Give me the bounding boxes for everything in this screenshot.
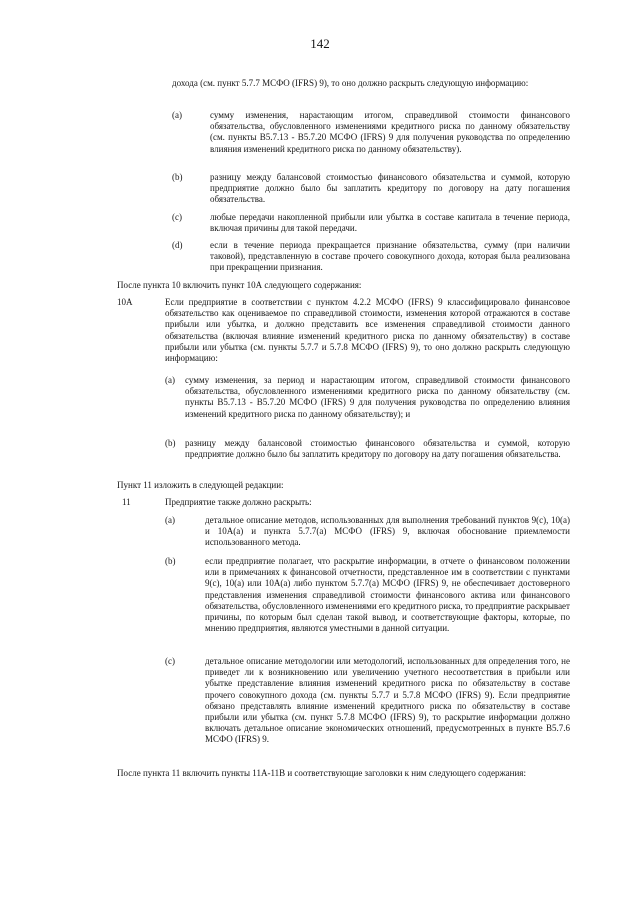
instruction-heading: Пункт 11 изложить в следующей редакции: xyxy=(117,480,284,490)
list-item-text: детальное описание методов, использованных для выполнения требований пунктов 9(c), 10(a) и 10A(a) и пункта 5.7.7(a) МСФО (IFRS) 9, включая обоснование приемлемости использованного метода. xyxy=(205,515,570,548)
list-item-label: (c) xyxy=(165,656,175,666)
instruction-heading: После пункта 10 включить пункт 10А следующего содержания: xyxy=(117,280,362,290)
list-item-text: если в течение периода прекращается признание обязательства, сумму (при наличии таковой), представленную в составе прочего совокупного дохода, которая была реализована при прекращении признания. xyxy=(210,240,570,273)
page-number: 142 xyxy=(310,36,330,51)
list-item-label: (a) xyxy=(172,110,182,120)
list-item-text: разницу между балансовой стоимостью финансового обязательства и суммой, которую предприятие должно было бы заплатить кредитору по договору на дату погашения обязательства. xyxy=(210,172,570,205)
paragraph-number: 11 xyxy=(122,497,131,507)
list-item-text: если предприятие полагает, что раскрытие информации, в отчете о финансовом положении или в примечаниях к финансовой отчетности, представленное им в соответствии с пунктами 9(c), 10(a) или 10A(a) либо пунктом 5.7.7(a) МСФО (IFRS) 9, не обеспечивает достоверного представления изменения справедливой стоимости финансового актива или финансового обязательства, обусловленного изменениями его кредитного риска, то предприятие раскрывает причины, по которым был сделан такой вывод, и соответствующие факторы, которые, по мнению предприятия, являются уместными в данной ситуации. xyxy=(205,556,570,634)
intro-paragraph: дохода (см. пункт 5.7.7 МСФО (IFRS) 9), то оно должно раскрыть следующую информацию: xyxy=(172,78,529,88)
list-item-text: сумму изменения, за период и нарастающим итогом, справедливой стоимости финансового обязательства, обусловленного изменениями кредитного риска по данному обязательству (см. пункты B5.7.13 - B5.7.20 МСФО (IFRS) 9 для получения руководства по определению влияния изменений кредитного риска по данному обязательству); и xyxy=(185,375,570,419)
paragraph-10a-text: Если предприятие в соответствии с пунктом 4.2.2 МСФО (IFRS) 9 классифицировало финансовое обязательство как оцениваемое по справедливой стоимости, изменения которой отражаются в составе прибыли или убытка, и должно представить все изменения справедливой стоимости данного обязательства (включая влияние изменений кредитного риска по данному обязательству) в составе прибыли или убытка (см. пункты 5.7.7 и 5.7.8 МСФО (IFRS) 9), то оно должно раскрыть следующую информацию: xyxy=(165,297,570,364)
list-item-text: сумму изменения, нарастающим итогом, справедливой стоимости финансового обязательства, обусловленного изменениями кредитного риска по данному обязательству (см. пункты B5.7.13 - B5.7.20 МСФО (IFRS) 9 для получения руководства по определению влияния изменений кредитного риска по данному обязательству). xyxy=(210,110,570,154)
list-item-label: (a) xyxy=(165,375,175,385)
list-item-label: (d) xyxy=(172,240,183,250)
list-item-label: (b) xyxy=(165,556,176,566)
list-item-label: (a) xyxy=(165,515,175,525)
paragraph-number: 10A xyxy=(117,297,133,307)
closing-paragraph: После пункта 11 включить пункты 11А-11В и соответствующие заголовки к ним следующего содержания: xyxy=(117,768,526,778)
list-item-label: (b) xyxy=(165,438,176,448)
list-item-label: (b) xyxy=(172,172,183,182)
list-item-text: разницу между балансовой стоимостью финансового обязательства и суммой, которую предприятие должно было бы заплатить кредитору по договору на дату погашения обязательства. xyxy=(185,438,570,460)
list-item-text: детальное описание методологии или методологий, использованных для определения того, не приведет ли к возникновению или увеличению учетного несоответствия в прибыли или убытке представление влияния изменений кредитного риска по обязательству в составе прочего совокупного дохода (см. пункты 5.7.7 и 5.7.8 МСФО (IFRS) 9). Если предприятие обязано представлять влияние изменений кредитного риска по обязательству в составе прибыли или убытка (см. пункт 5.7.8 МСФО (IFRS) 9), то раскрытие информации должно включать детальное описание экономических отношений, предусмотренных в пункте B5.7.6 МСФО (IFRS) 9. xyxy=(205,656,570,745)
list-item-text: любые передачи накопленной прибыли или убытка в составе капитала в течение периода, включая причины для такой передачи. xyxy=(210,212,570,234)
paragraph-11-text: Предприятие также должно раскрыть: xyxy=(165,497,312,507)
list-item-label: (c) xyxy=(172,212,182,222)
